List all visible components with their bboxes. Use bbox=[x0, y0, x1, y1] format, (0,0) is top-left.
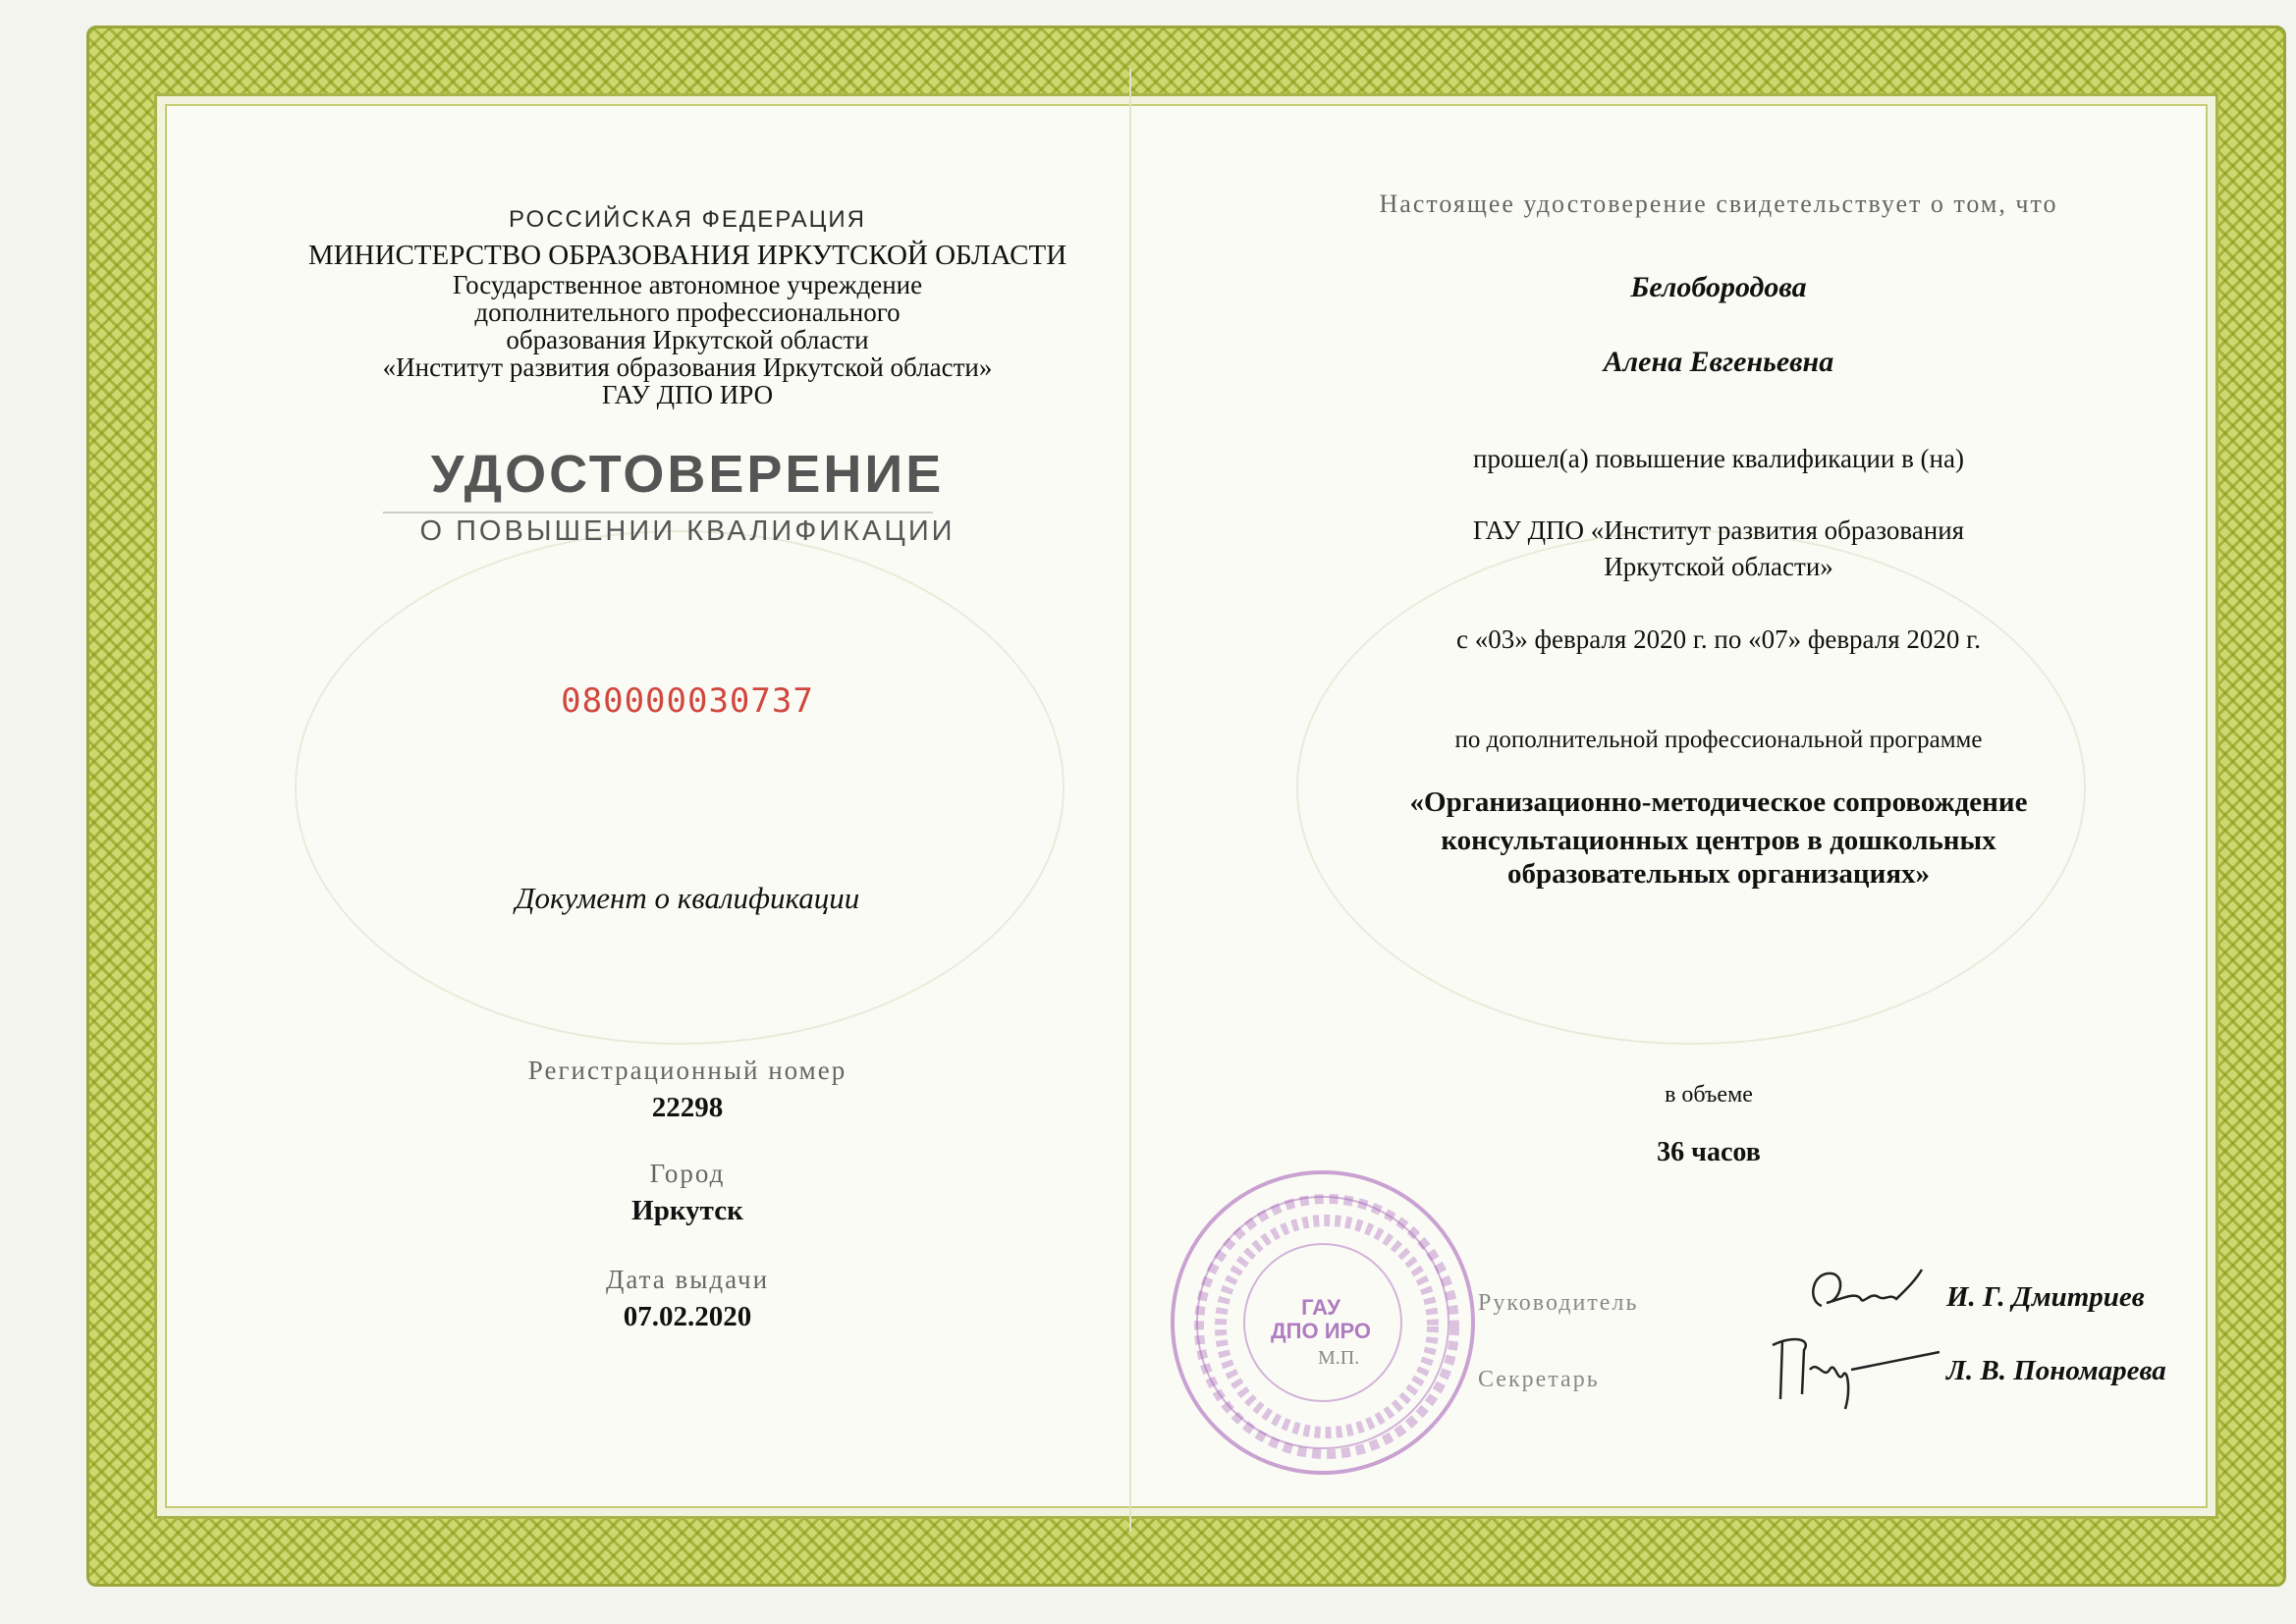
ministry-name: МИНИСТЕРСТВО ОБРАЗОВАНИЯ ИРКУТСКОЙ ОБЛАСТИ bbox=[307, 240, 1067, 271]
certificate-intro: Настоящее удостоверение свидетельствует о том, что bbox=[1379, 189, 2058, 218]
program-label: по дополнительной профессиональной программе bbox=[1454, 727, 1983, 753]
secretary-label: Секретарь bbox=[1478, 1367, 1600, 1392]
watermark-oval-left bbox=[295, 530, 1065, 1045]
institution-line-1: Государственное автономное учреждение bbox=[452, 270, 923, 299]
document-title: УДОСТОВЕРЕНИЕ bbox=[430, 445, 945, 504]
issue-date-value: 07.02.2020 bbox=[623, 1301, 752, 1332]
holder-given-names: Алена Евгеньевна bbox=[1603, 346, 1834, 378]
organization-line-1: ГАУ ДПО «Институт развития образования bbox=[1472, 515, 1965, 545]
institution-line-4: «Институт развития образования Иркутской области» bbox=[382, 352, 993, 382]
stamp-center-text bbox=[1247, 1296, 1394, 1343]
volume-value: 36 часов bbox=[1657, 1137, 1761, 1167]
seal-place-label: М.П. bbox=[1318, 1347, 1360, 1369]
completion-statement: прошел(а) повышение квалификации в (на) bbox=[1473, 444, 1964, 473]
institution-abbreviation: ГАУ ДПО ИРО bbox=[601, 380, 774, 409]
serial-number: 080000030737 bbox=[561, 681, 814, 721]
head-signature bbox=[1802, 1262, 1930, 1330]
organization-line-2: Иркутской области» bbox=[1604, 552, 1833, 581]
document-type: Документ о квалификации bbox=[515, 881, 860, 915]
issue-date-label: Дата выдачи bbox=[605, 1265, 770, 1294]
head-label: Руководитель bbox=[1478, 1290, 1639, 1316]
volume-label: в объеме bbox=[1665, 1082, 1753, 1108]
city-label: Город bbox=[649, 1159, 726, 1188]
country-name: РОССИЙСКАЯ ФЕДЕРАЦИЯ bbox=[509, 206, 866, 233]
title-divider bbox=[383, 512, 933, 514]
program-line-3: образовательных организациях» bbox=[1506, 858, 1931, 890]
institution-line-2: дополнительного профессионального bbox=[474, 298, 901, 327]
program-line-1: «Организационно-методическое сопровождение bbox=[1409, 786, 2028, 818]
stamp-line-1: ГАУ bbox=[1301, 1295, 1340, 1320]
registration-number: 22298 bbox=[651, 1092, 724, 1123]
institution-line-3: образования Иркутской области bbox=[506, 325, 869, 354]
secretary-signature bbox=[1753, 1330, 1949, 1419]
city-value: Иркутск bbox=[631, 1195, 743, 1226]
training-period: с «03» февраля 2020 г. по «07» февраля 2020 г. bbox=[1456, 624, 1981, 654]
secretary-name: Л. В. Пономарева bbox=[1946, 1355, 2166, 1386]
registration-label: Регистрационный номер bbox=[527, 1056, 847, 1085]
head-name: И. Г. Дмитриев bbox=[1946, 1281, 2145, 1313]
document-subtitle: О ПОВЫШЕНИИ КВАЛИФИКАЦИИ bbox=[419, 515, 956, 547]
stamp-line-2: ДПО ИРО bbox=[1270, 1319, 1372, 1343]
holder-surname: Белобородова bbox=[1630, 271, 1807, 303]
program-line-2: консультационных центров в дошкольных bbox=[1441, 825, 1996, 856]
